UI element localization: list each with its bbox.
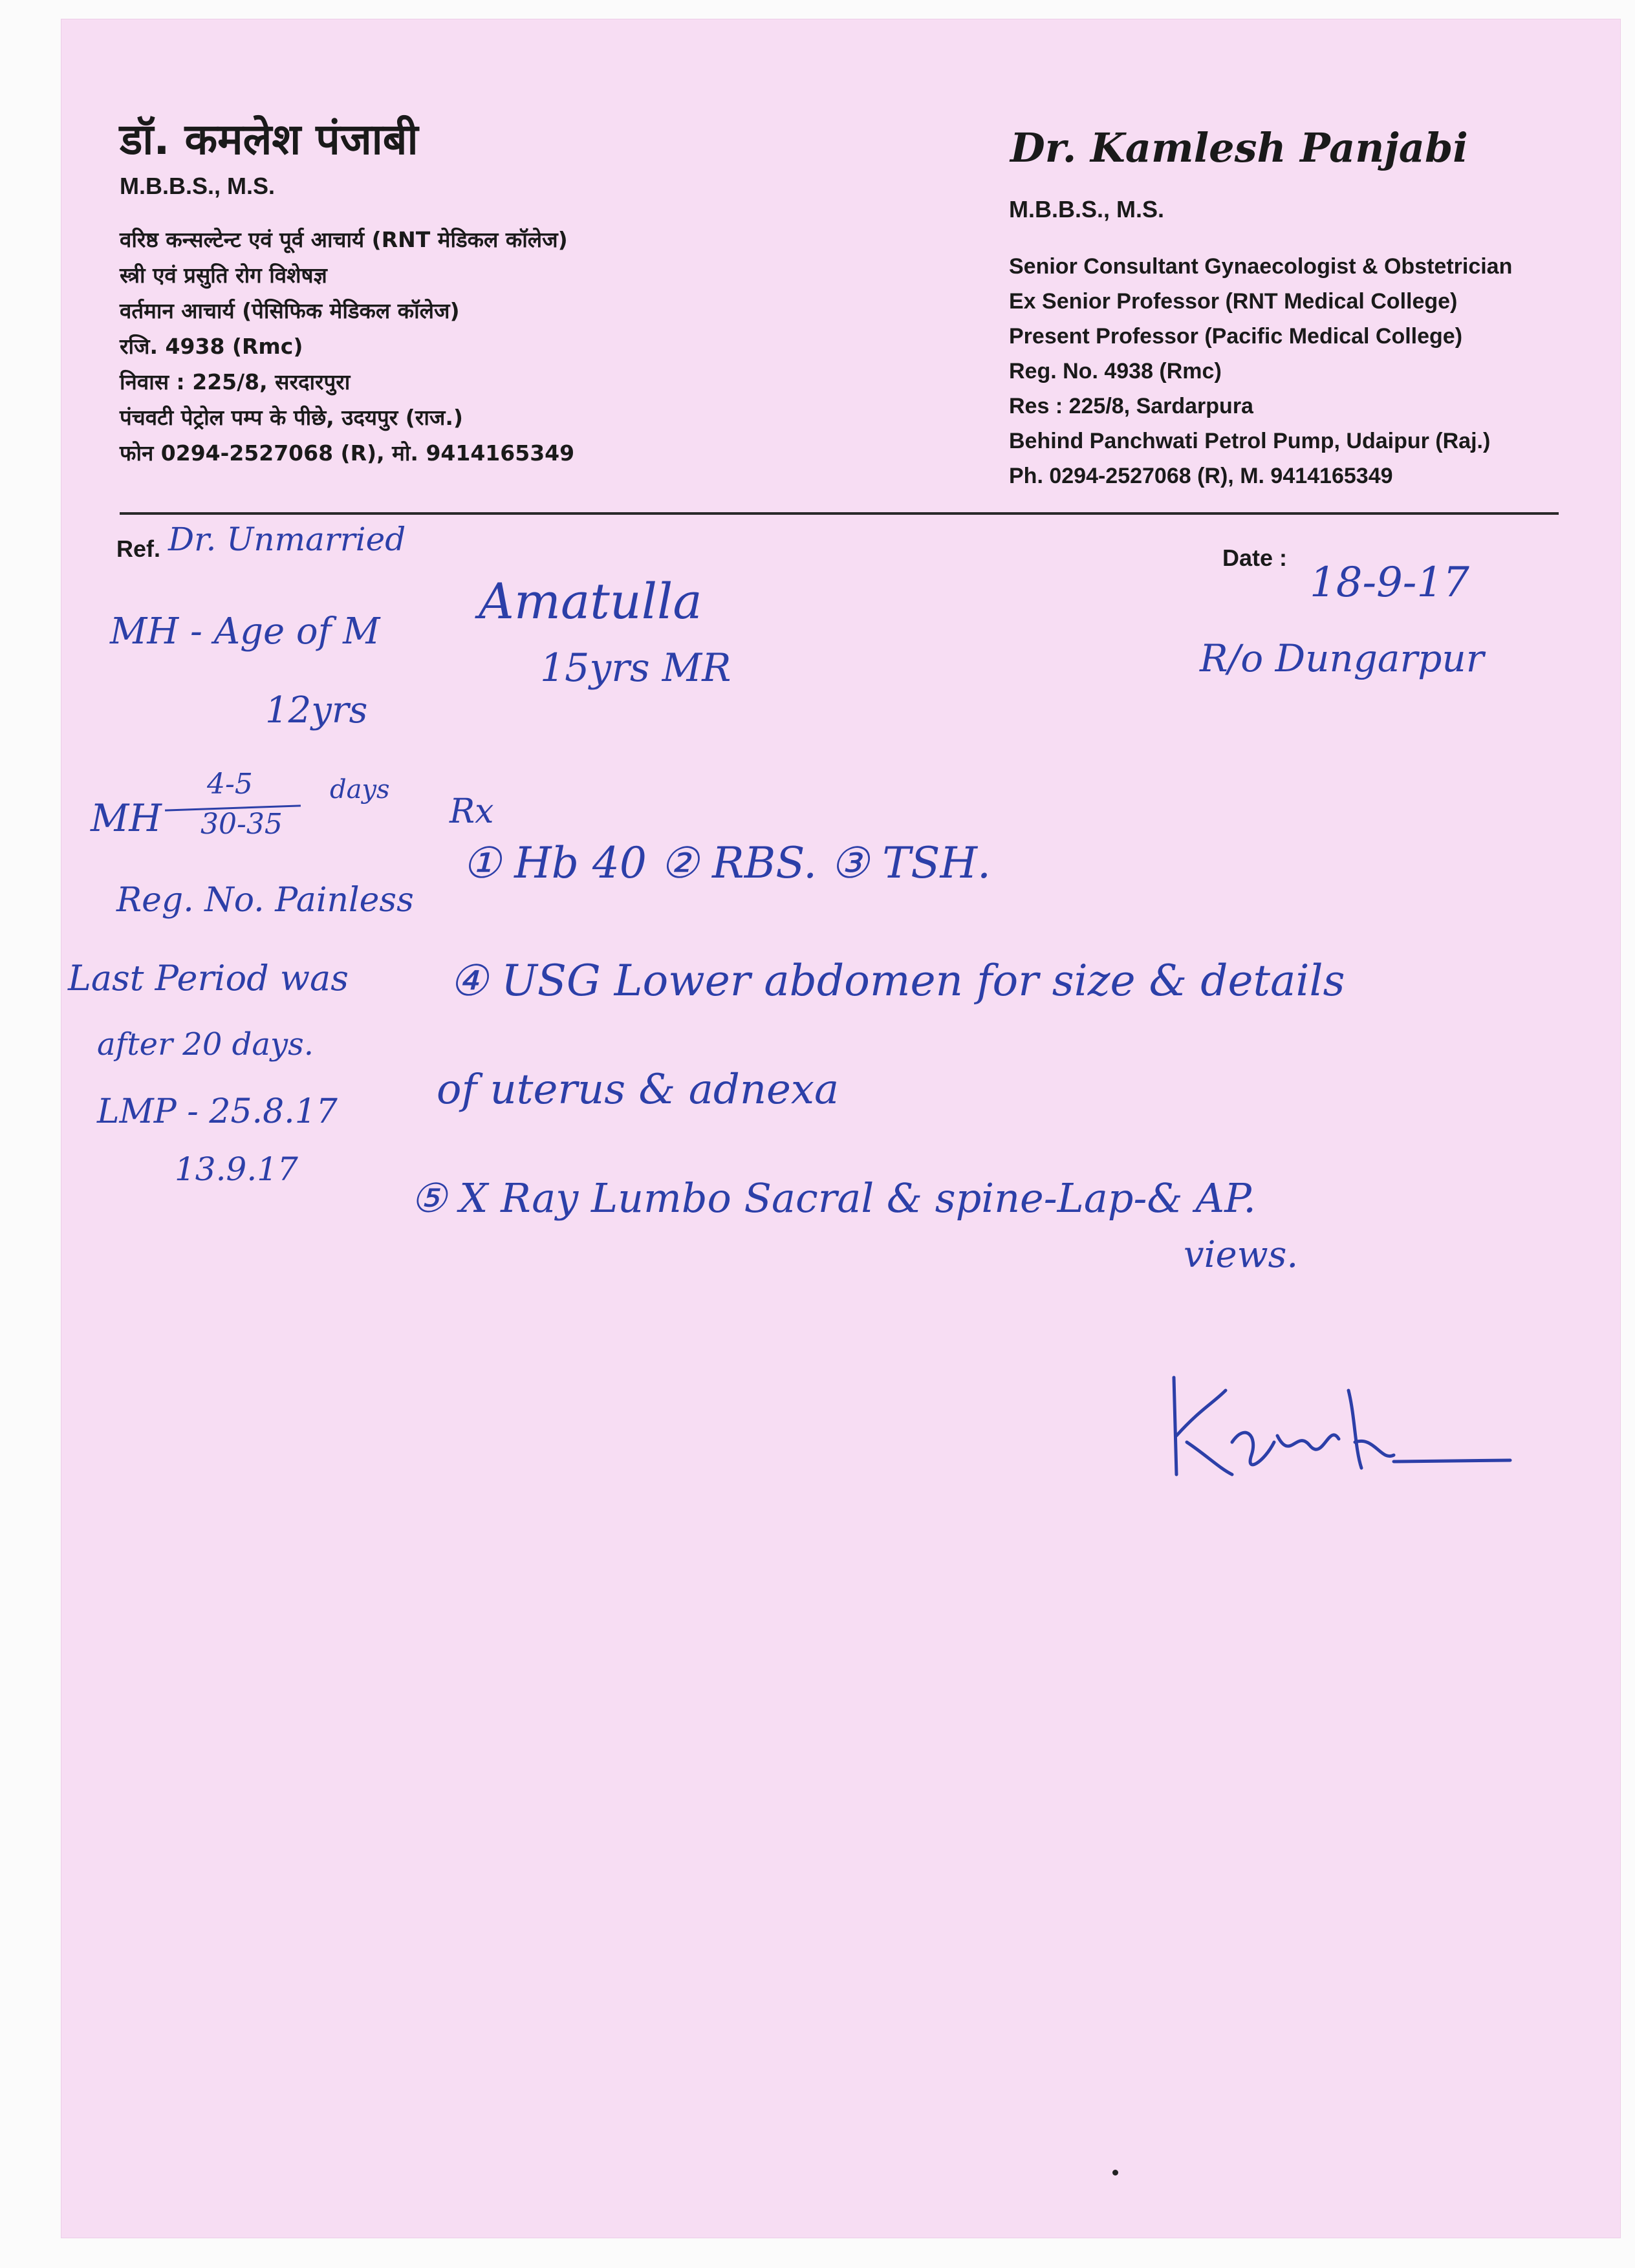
lmp-first: LMP - 25.8.17 — [97, 1092, 338, 1131]
menstrual-history-fraction — [165, 770, 327, 841]
mh-denominator: 30-35 — [200, 808, 283, 841]
letterhead-english — [1009, 126, 1610, 493]
current-position-hindi: वर्तमान आचार्य (पेसिफिक मेडिकल कॉलेज) — [120, 297, 460, 323]
last-period-interval: after 20 days. — [97, 1026, 314, 1063]
rx-usg-line: ④ USG Lower abdomen for size & details — [449, 956, 1345, 1006]
current-position-english: Present Professor (Pacific Medical College) — [1009, 324, 1463, 349]
degree-hindi-side: M.B.B.S., M.S. — [120, 172, 276, 199]
mh-days: days — [330, 775, 390, 805]
designation-hindi: वरिष्ठ कन्सल्टेन्ट एवं पूर्व आचार्य (RNT मेडिकल कॉलेज) — [120, 226, 568, 252]
registration-english: Reg. No. 4938 (Rmc) — [1009, 359, 1222, 384]
ref-label: Ref. — [116, 535, 161, 562]
phone-english: Ph. 0294-2527068 (R), M. 9414165349 — [1009, 464, 1393, 489]
phone-hindi: फोन 0294-2527068 (R), मो. 9414165349 — [120, 440, 575, 466]
last-period-note: Last Period was — [68, 958, 349, 999]
rx-symbol: Rx — [449, 792, 494, 831]
address-hindi: पंचवटी पेट्रोल पम्प के पीछे, उदयपुर (राज.) — [120, 404, 463, 430]
doctor-signature — [1161, 1365, 1523, 1494]
designation-english: Senior Consultant Gynaecologist & Obstetrician — [1009, 254, 1513, 279]
residence-english: Res : 225/8, Sardarpura — [1009, 394, 1253, 419]
rx-xray-views: views. — [1184, 1234, 1299, 1276]
degree-english-side: M.B.B.S., M.S. — [1009, 196, 1165, 223]
residence-hindi: निवास : 225/8, सरदारपुरा — [120, 369, 351, 394]
address-english: Behind Panchwati Petrol Pump, Udaipur (Raj.) — [1009, 429, 1491, 454]
rx-tests-line: ① Hb 40 ② RBS. ③ TSH. — [462, 838, 991, 888]
ex-position-english: Ex Senior Professor (RNT Medical College) — [1009, 289, 1458, 314]
lmp-second: 13.9.17 — [175, 1150, 298, 1188]
registration-hindi: रजि. 4938 (Rmc) — [120, 333, 303, 359]
rx-usg-continuation: of uterus & adnexa — [437, 1066, 839, 1114]
doctor-name-english: Dr. Kamlesh Panjabi — [1010, 124, 1468, 171]
doctor-name-hindi: डॉ. कमलेश पंजाबी — [120, 114, 418, 164]
ref-value: Dr. Unmarried — [168, 521, 406, 558]
specialty-hindi: स्त्री एवं प्रसुति रोग विशेषज्ञ — [120, 262, 327, 288]
regular-note: Reg. No. Painless — [116, 881, 414, 920]
residence-note: R/o Dungarpur — [1200, 636, 1484, 680]
date-value: 18-9-17 — [1310, 559, 1469, 607]
patient-name: Amatulla — [479, 572, 702, 630]
prescription-sheet — [61, 19, 1620, 2238]
header-divider — [120, 512, 1559, 515]
mh-prefix: MH — [91, 796, 162, 840]
letterhead-hindi — [120, 116, 799, 471]
patient-age: 15yrs MR — [540, 645, 731, 691]
ink-dot — [1112, 2170, 1118, 2176]
date-label: Date : — [1222, 545, 1288, 571]
mh-numerator: 4-5 — [207, 768, 253, 801]
history-age: MH - Age of M — [110, 610, 380, 653]
history-years: 12yrs — [265, 689, 368, 731]
rx-xray-line: ⑤ X Ray Lumbo Sacral & spine-Lap-& AP. — [411, 1174, 1256, 1222]
